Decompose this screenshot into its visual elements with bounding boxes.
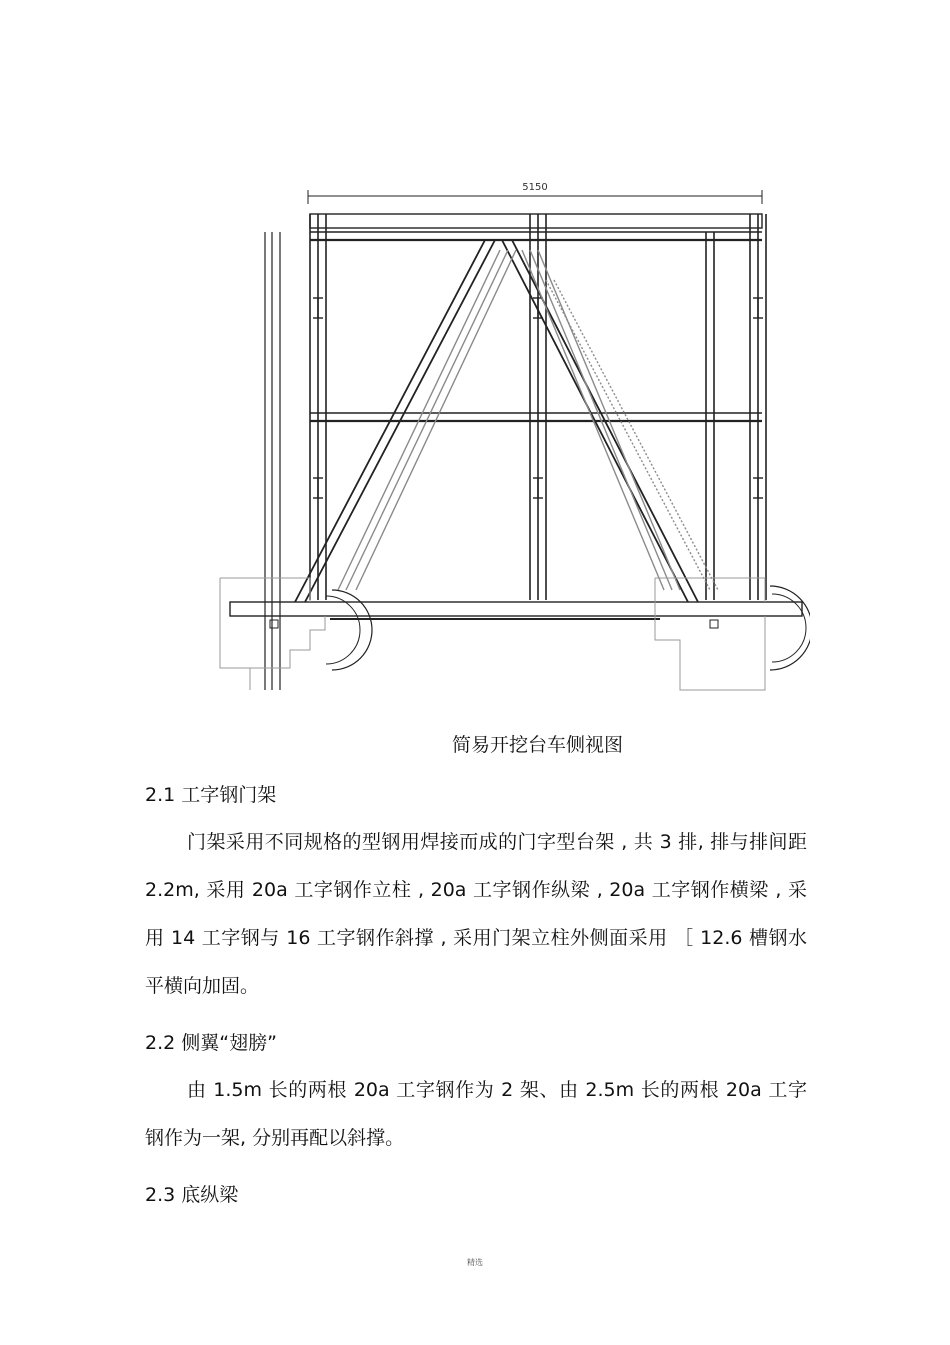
paragraph-2-2: [145, 1066, 807, 1162]
frame-drawing-svg: [210, 170, 810, 695]
section-heading-2-1: 2.1 工字钢门架: [145, 784, 277, 806]
paragraph-text: 门架采用不同规格的型钢用焊接而成的门字型台架 , 共 3 排, 排与排间距 2.2m, 采用 20a 工字钢作立柱 , 20a 工字钢作纵梁 , 20a 工字钢作横梁 , 采用 14 工字钢与 16 工字钢作斜撑 , 采用门架立柱外侧面采用 ［ 12.6 槽钢水平横向加固。: [145, 831, 807, 997]
section-heading-2-2: 2.2 侧翼“翅膀”: [145, 1032, 277, 1054]
section-heading-2-3: 2.3 底纵梁: [145, 1184, 239, 1206]
top-beam: [310, 214, 762, 228]
paragraph-2-1: [145, 818, 807, 1010]
paragraph-text: 由 1.5m 长的两根 20a 工字钢作为 2 架、由 2.5m 长的两根 20a 工字钢作为一架, 分别再配以斜撑。: [145, 1079, 807, 1149]
page-footer: 精选: [467, 1258, 483, 1267]
trolley-side-view-drawing: [210, 170, 810, 695]
bottom-beam: [230, 602, 802, 616]
figure-caption: 简易开挖台车侧视图: [451, 734, 623, 756]
dimension-label: 5150: [522, 182, 548, 193]
